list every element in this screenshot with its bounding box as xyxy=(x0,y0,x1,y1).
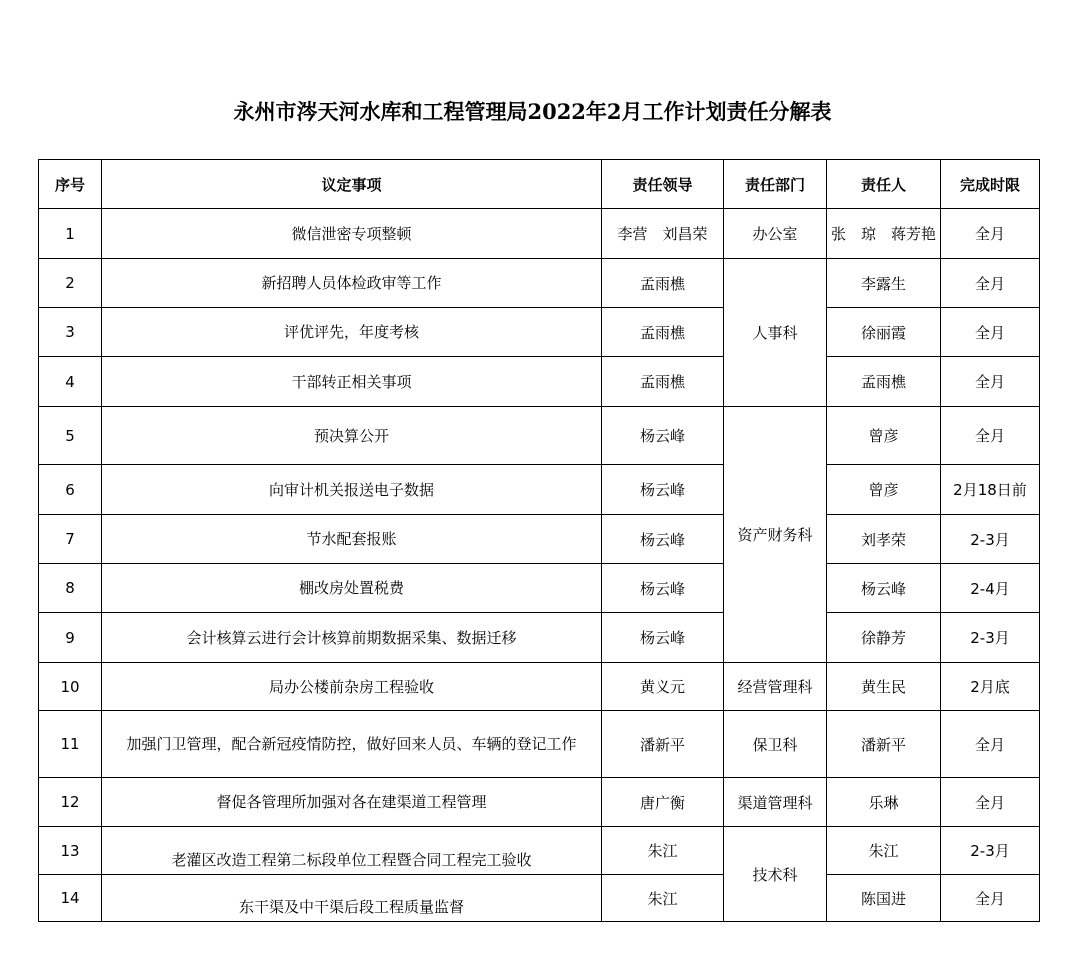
row-leader: 朱江 xyxy=(602,827,724,875)
row-deadline: 2月18日前 xyxy=(941,465,1040,515)
row-deadline: 全月 xyxy=(941,209,1040,259)
row-person: 孟雨樵 xyxy=(827,357,941,407)
row-deadline: 2-3月 xyxy=(941,515,1040,564)
row-dept: 保卫科 xyxy=(724,711,827,778)
row-deadline: 全月 xyxy=(941,357,1040,407)
table-row xyxy=(39,259,1040,308)
row-leader: 杨云峰 xyxy=(602,613,724,663)
row-leader: 孟雨樵 xyxy=(602,357,724,407)
row-item: 评优评先，年度考核 xyxy=(102,308,602,357)
row-deadline: 2月底 xyxy=(941,663,1040,711)
table-row xyxy=(39,407,1040,465)
row-seq: 4 xyxy=(39,357,102,407)
row-deadline: 全月 xyxy=(941,778,1040,827)
row-item: 老灌区改造工程第二标段单位工程暨合同工程完工验收 xyxy=(102,827,602,875)
table-row xyxy=(39,827,1040,875)
table-row xyxy=(39,515,1040,564)
row-seq: 1 xyxy=(39,209,102,259)
table-row xyxy=(39,564,1040,613)
header-seq: 序号 xyxy=(39,160,102,209)
row-leader: 孟雨樵 xyxy=(602,308,724,357)
row-deadline: 全月 xyxy=(941,259,1040,308)
table-row xyxy=(39,209,1040,259)
row-item: 会计核算云进行会计核算前期数据采集、数据迁移 xyxy=(102,613,602,663)
row-leader: 黄义元 xyxy=(602,663,724,711)
responsibility-table xyxy=(38,159,1040,922)
row-item: 微信泄密专项整顿 xyxy=(102,209,602,259)
table-row xyxy=(39,308,1040,357)
row-person: 陈国进 xyxy=(827,875,941,922)
row-person: 李露生 xyxy=(827,259,941,308)
row-person: 潘新平 xyxy=(827,711,941,778)
row-dept: 经营管理科 xyxy=(724,663,827,711)
row-item: 局办公楼前杂房工程验收 xyxy=(102,663,602,711)
row-leader: 李营 刘昌荣 xyxy=(602,209,724,259)
row-seq: 2 xyxy=(39,259,102,308)
row-item: 东干渠及中干渠后段工程质量监督 xyxy=(102,875,602,922)
row-person: 黄生民 xyxy=(827,663,941,711)
header-person: 责任人 xyxy=(827,160,941,209)
row-seq: 6 xyxy=(39,465,102,515)
row-deadline: 全月 xyxy=(941,407,1040,465)
row-dept: 渠道管理科 xyxy=(724,778,827,827)
row-person: 乐琳 xyxy=(827,778,941,827)
page-title: 永州市涔天河水库和工程管理局2022年2月工作计划责任分解表 xyxy=(233,99,832,124)
row-item: 向审计机关报送电子数据 xyxy=(102,465,602,515)
row-dept: 办公室 xyxy=(724,209,827,259)
row-person: 杨云峰 xyxy=(827,564,941,613)
row-seq: 8 xyxy=(39,564,102,613)
row-leader: 杨云峰 xyxy=(602,515,724,564)
row-person: 曾彦 xyxy=(827,407,941,465)
table-row xyxy=(39,357,1040,407)
row-deadline: 全月 xyxy=(941,308,1040,357)
row-person: 曾彦 xyxy=(827,465,941,515)
row-person: 刘孝荣 xyxy=(827,515,941,564)
row-leader: 朱江 xyxy=(602,875,724,922)
table-row xyxy=(39,711,1040,778)
row-dept: 技术科 xyxy=(724,827,827,922)
row-deadline: 2-4月 xyxy=(941,564,1040,613)
row-dept: 资产财务科 xyxy=(724,407,827,663)
row-leader: 潘新平 xyxy=(602,711,724,778)
row-item: 干部转正相关事项 xyxy=(102,357,602,407)
row-leader: 唐广衡 xyxy=(602,778,724,827)
row-deadline: 全月 xyxy=(941,875,1040,922)
row-deadline: 全月 xyxy=(941,711,1040,778)
row-item: 督促各管理所加强对各在建渠道工程管理 xyxy=(102,778,602,827)
table-row xyxy=(39,875,1040,922)
row-seq: 11 xyxy=(39,711,102,778)
row-seq: 9 xyxy=(39,613,102,663)
table-row xyxy=(39,465,1040,515)
row-seq: 7 xyxy=(39,515,102,564)
table-row xyxy=(39,613,1040,663)
header-item: 议定事项 xyxy=(102,160,602,209)
row-person: 朱江 xyxy=(827,827,941,875)
row-item: 节水配套报账 xyxy=(102,515,602,564)
row-person: 张 琼 蒋芳艳 xyxy=(827,209,941,259)
row-dept: 人事科 xyxy=(724,259,827,407)
row-item: 加强门卫管理，配合新冠疫情防控，做好回来人员、车辆的登记工作 xyxy=(102,711,602,778)
row-seq: 5 xyxy=(39,407,102,465)
row-leader: 孟雨樵 xyxy=(602,259,724,308)
header-row xyxy=(39,160,1040,209)
table-row xyxy=(39,663,1040,711)
header-dept: 责任部门 xyxy=(724,160,827,209)
row-item: 棚改房处置税费 xyxy=(102,564,602,613)
row-seq: 10 xyxy=(39,663,102,711)
row-leader: 杨云峰 xyxy=(602,465,724,515)
row-leader: 杨云峰 xyxy=(602,564,724,613)
row-deadline: 2-3月 xyxy=(941,613,1040,663)
row-item: 新招聘人员体检政审等工作 xyxy=(102,259,602,308)
row-deadline: 2-3月 xyxy=(941,827,1040,875)
header-deadline: 完成时限 xyxy=(941,160,1040,209)
table-row xyxy=(39,778,1040,827)
row-leader: 杨云峰 xyxy=(602,407,724,465)
row-person: 徐静芳 xyxy=(827,613,941,663)
header-leader: 责任领导 xyxy=(602,160,724,209)
row-person: 徐丽霞 xyxy=(827,308,941,357)
row-seq: 12 xyxy=(39,778,102,827)
row-seq: 3 xyxy=(39,308,102,357)
row-seq: 14 xyxy=(39,875,102,922)
row-seq: 13 xyxy=(39,827,102,875)
row-item: 预决算公开 xyxy=(102,407,602,465)
